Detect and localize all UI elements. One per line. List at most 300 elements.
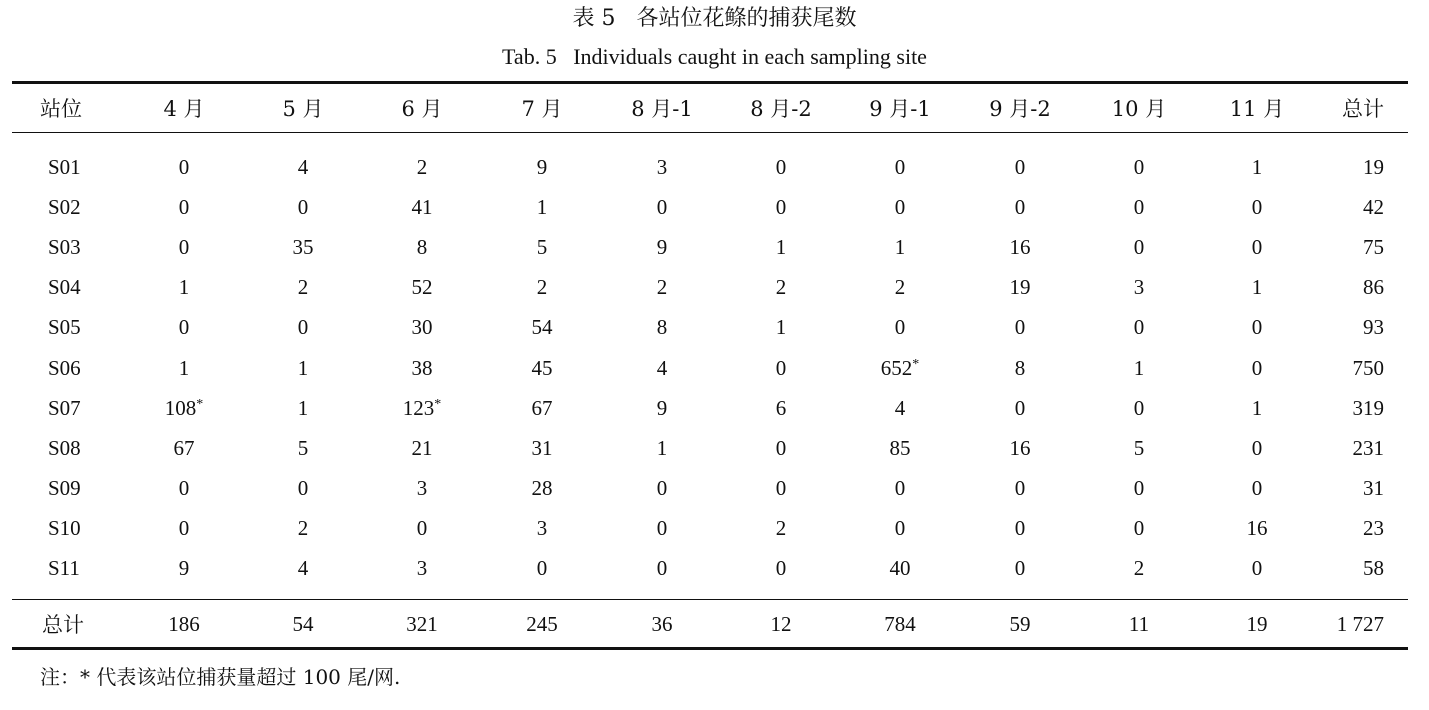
total-cell: 784	[884, 611, 916, 636]
cell-value: 0	[1014, 395, 1026, 420]
cell-value: 0	[1251, 355, 1263, 380]
cell-value: 2	[894, 275, 906, 300]
total-rule	[12, 599, 1408, 600]
total-cell: 186	[168, 611, 200, 636]
table-cell	[960, 469, 1080, 509]
cell-value: 3	[416, 476, 428, 501]
cell-value: 67	[531, 395, 553, 420]
table-cell	[1198, 147, 1316, 187]
cell-value: S04	[48, 275, 81, 300]
cell-value: 9	[656, 395, 668, 420]
table-cell	[840, 509, 960, 549]
table-cell	[722, 147, 840, 187]
cell-value: 31	[1363, 476, 1384, 501]
total-cell: 12	[770, 611, 792, 636]
table-cell	[124, 509, 244, 549]
cell-value: 2	[1133, 556, 1145, 581]
column-header: 站位	[40, 96, 82, 121]
cell-value: 319	[1352, 395, 1384, 420]
header-row	[12, 83, 1408, 132]
row-total-cell	[1316, 388, 1408, 428]
table-cell	[840, 308, 960, 348]
cell-value: 67	[173, 435, 195, 460]
cell-value: 0	[1133, 516, 1145, 541]
cell-value: 23	[1363, 516, 1384, 541]
cell-value: 0	[894, 476, 906, 501]
cell-value: 0	[1133, 315, 1145, 340]
site-cell	[12, 187, 124, 227]
cell-value: 1	[178, 355, 190, 380]
cell-value: S07	[48, 395, 81, 420]
cell-value: 58	[1363, 556, 1384, 581]
cell-value: 0	[656, 556, 668, 581]
row-total-cell	[1316, 227, 1408, 267]
table-row	[12, 509, 1408, 549]
table-cell	[244, 509, 362, 549]
cell-value: 0	[1014, 194, 1026, 219]
header-rule	[12, 132, 1408, 133]
table-cell	[960, 388, 1080, 428]
table-cell	[244, 549, 362, 589]
cell-value: 28	[531, 476, 553, 501]
cell-value: 3	[1133, 275, 1145, 300]
table-cell	[1080, 348, 1198, 388]
table-cell	[960, 509, 1080, 549]
cell-value: 8	[1014, 355, 1026, 380]
cell-value: 93	[1363, 315, 1384, 340]
table-cell	[1198, 428, 1316, 468]
table-cell	[722, 509, 840, 549]
star-mark: *	[434, 396, 442, 412]
site-cell	[12, 348, 124, 388]
cell-value: 54	[531, 315, 553, 340]
cell-value: 3	[416, 556, 428, 581]
cell-value: 2	[656, 275, 668, 300]
table-cell	[244, 348, 362, 388]
table-cell	[124, 469, 244, 509]
table-cell	[722, 227, 840, 267]
total-cell: 36	[651, 611, 673, 636]
grand-total-cell: 1 727	[1336, 611, 1384, 636]
table-cell	[840, 147, 960, 187]
table-row	[12, 268, 1408, 308]
cell-value: 0	[775, 194, 787, 219]
table-cell	[722, 469, 840, 509]
table-cell	[602, 549, 722, 589]
row-total-cell	[1316, 187, 1408, 227]
column-header: 4 月	[163, 96, 205, 121]
cell-value: 8	[416, 234, 428, 259]
cell-value: 0	[1251, 556, 1263, 581]
table-cell	[840, 469, 960, 509]
cell-value: 0	[894, 194, 906, 219]
cell-value: 3	[536, 516, 548, 541]
cell-value: 40	[889, 556, 911, 581]
table-cell	[482, 268, 602, 308]
table-cell	[124, 308, 244, 348]
cell-value: 0	[1014, 476, 1026, 501]
total-cell: 59	[1009, 611, 1031, 636]
table-title-cn: 表 5 各站位花鲦的捕获尾数	[572, 6, 857, 31]
cell-value: 0	[1251, 435, 1263, 460]
cell-value: S09	[48, 476, 81, 501]
table-row	[12, 187, 1408, 227]
table-cell	[602, 388, 722, 428]
cell-value: 3	[656, 154, 668, 179]
cell-value: 0	[1251, 315, 1263, 340]
cell-value: 4	[894, 395, 906, 420]
table-cell	[124, 428, 244, 468]
cell-value: 2	[297, 516, 309, 541]
column-header: 5 月	[282, 96, 324, 121]
cell-value: 0	[1251, 234, 1263, 259]
table-cell	[482, 549, 602, 589]
table-cell	[1080, 428, 1198, 468]
table-cell	[602, 308, 722, 348]
cell-value: 19	[1363, 154, 1384, 179]
cell-value: S06	[48, 355, 81, 380]
table-cell	[960, 227, 1080, 267]
cell-value: 1	[178, 275, 190, 300]
table-cell	[1080, 308, 1198, 348]
cell-value: 1	[297, 355, 309, 380]
cell-value: 19	[1009, 275, 1031, 300]
cell-value: 0	[775, 435, 787, 460]
cell-value: 1	[1133, 355, 1145, 380]
table-cell	[1080, 549, 1198, 589]
cell-value: 86	[1363, 275, 1384, 300]
table-cell	[362, 428, 482, 468]
cell-value: 0	[775, 154, 787, 179]
table-row	[12, 428, 1408, 468]
total-cell: 54	[292, 611, 314, 636]
cell-value: 0	[178, 315, 190, 340]
cell-value: 0	[178, 516, 190, 541]
cell-value: 0	[1014, 556, 1026, 581]
cell-value: 2	[416, 154, 428, 179]
cell-value: 1	[297, 395, 309, 420]
table-cell	[482, 388, 602, 428]
cell-value: 0	[1014, 315, 1026, 340]
cell-value: 1	[1251, 275, 1263, 300]
table-cell	[124, 227, 244, 267]
cell-value: 108	[164, 395, 197, 420]
table-cell	[244, 428, 362, 468]
cell-value: 0	[297, 194, 309, 219]
table-cell	[1080, 388, 1198, 428]
table-cell	[722, 388, 840, 428]
table-cell	[840, 348, 960, 388]
cell-value: 0	[1133, 234, 1145, 259]
cell-value: 4	[656, 355, 668, 380]
row-total-cell	[1316, 147, 1408, 187]
column-header: 8 月-2	[750, 96, 812, 121]
cell-value: 5	[536, 234, 548, 259]
cell-value: 0	[656, 194, 668, 219]
cell-value: 35	[292, 234, 314, 259]
table-total	[12, 601, 1408, 647]
table-cell	[602, 428, 722, 468]
table-cell	[482, 187, 602, 227]
cell-value: 42	[1363, 194, 1384, 219]
cell-value: 85	[889, 435, 911, 460]
table-cell	[840, 388, 960, 428]
cell-value: S11	[48, 556, 80, 581]
site-cell	[12, 428, 124, 468]
cell-value: 45	[531, 355, 553, 380]
table-cell	[1080, 469, 1198, 509]
cell-value: 0	[894, 154, 906, 179]
table-row	[12, 469, 1408, 509]
table-footnote: 注：* 代表该站位捕获量超过 100 尾/网.	[40, 665, 401, 689]
cell-value: 0	[1133, 476, 1145, 501]
cell-value: 0	[178, 154, 190, 179]
column-header: 9 月-2	[989, 96, 1051, 121]
table-cell	[722, 549, 840, 589]
cell-value: 1	[1251, 154, 1263, 179]
star-mark: *	[196, 396, 204, 412]
table-cell	[1198, 268, 1316, 308]
column-header: 11 月	[1229, 96, 1285, 121]
table-cell	[1198, 348, 1316, 388]
cell-value: 0	[297, 315, 309, 340]
cell-value: 16	[1009, 234, 1031, 259]
total-label: 总计	[42, 613, 84, 637]
table-cell	[960, 147, 1080, 187]
row-total-cell	[1316, 348, 1408, 388]
table-cell	[840, 549, 960, 589]
cell-value: 652	[880, 355, 913, 380]
table-cell	[244, 187, 362, 227]
cell-value: 0	[1133, 154, 1145, 179]
table-cell	[1198, 308, 1316, 348]
cell-value: 31	[531, 435, 553, 460]
cell-value: 16	[1009, 435, 1031, 460]
table-cell	[840, 187, 960, 227]
cell-value: 750	[1352, 355, 1384, 380]
site-cell	[12, 469, 124, 509]
cell-value: 75	[1363, 234, 1384, 259]
cell-value: 30	[411, 315, 433, 340]
table-cell	[840, 227, 960, 267]
table-cell	[722, 268, 840, 308]
cell-value: S08	[48, 435, 81, 460]
column-header: 7 月	[521, 96, 563, 121]
cell-value: 4	[297, 556, 309, 581]
total-cell: 11	[1128, 611, 1150, 636]
cell-value: 0	[416, 516, 428, 541]
total-row	[12, 601, 1408, 647]
cell-value: 2	[775, 516, 787, 541]
table-title-en: Tab. 5 Individuals caught in each sampling site	[502, 44, 927, 69]
table-cell	[960, 428, 1080, 468]
table-cell	[1198, 388, 1316, 428]
table-body	[12, 147, 1408, 589]
row-total-cell	[1316, 509, 1408, 549]
table-cell	[840, 428, 960, 468]
row-total-cell	[1316, 428, 1408, 468]
table-row	[12, 308, 1408, 348]
table-cell	[482, 428, 602, 468]
cell-value: 5	[1133, 435, 1145, 460]
cell-value: 16	[1246, 516, 1268, 541]
column-header: 9 月-1	[869, 96, 931, 121]
cell-value: 52	[411, 275, 433, 300]
cell-value: 6	[775, 395, 787, 420]
cell-value: 0	[894, 516, 906, 541]
total-cell: 245	[526, 611, 558, 636]
cell-value: S10	[48, 516, 81, 541]
cell-value: 0	[656, 476, 668, 501]
table-cell	[244, 469, 362, 509]
cell-value: 1	[775, 234, 787, 259]
table-cell	[722, 428, 840, 468]
table-cell	[124, 147, 244, 187]
table-cell	[362, 268, 482, 308]
cell-value: 0	[656, 516, 668, 541]
table-cell	[602, 348, 722, 388]
site-cell	[12, 388, 124, 428]
table-cell	[482, 308, 602, 348]
table-cell	[960, 308, 1080, 348]
table-cell	[602, 509, 722, 549]
cell-value: 0	[1251, 476, 1263, 501]
cell-value: 0	[178, 194, 190, 219]
cell-value: 0	[1251, 194, 1263, 219]
table-cell	[1198, 469, 1316, 509]
table-cell	[362, 187, 482, 227]
table-row	[12, 348, 1408, 388]
cell-value: 123	[402, 395, 435, 420]
cell-value: 9	[536, 154, 548, 179]
table-cell	[244, 388, 362, 428]
cell-value: 41	[411, 194, 433, 219]
table-cell	[722, 308, 840, 348]
column-header: 8 月-1	[631, 96, 693, 121]
cell-value: 2	[775, 275, 787, 300]
table-cell	[244, 227, 362, 267]
column-header: 6 月	[401, 96, 443, 121]
table-cell	[244, 147, 362, 187]
cell-value: S05	[48, 315, 81, 340]
cell-value: 231	[1352, 435, 1384, 460]
table-cell	[124, 388, 244, 428]
table-cell	[602, 469, 722, 509]
cell-value: 2	[536, 275, 548, 300]
cell-value: 0	[536, 556, 548, 581]
cell-value: S02	[48, 194, 81, 219]
cell-value: 9	[178, 556, 190, 581]
cell-value: 38	[411, 355, 433, 380]
table-cell	[960, 268, 1080, 308]
cell-value: 1	[536, 194, 548, 219]
row-total-cell	[1316, 268, 1408, 308]
table-cell	[244, 308, 362, 348]
table-cell	[362, 308, 482, 348]
cell-value: 21	[411, 435, 433, 460]
row-total-cell	[1316, 308, 1408, 348]
table-cell	[362, 469, 482, 509]
table-row	[12, 147, 1408, 187]
table-cell	[482, 348, 602, 388]
table-row	[12, 549, 1408, 589]
table-cell	[960, 187, 1080, 227]
column-header: 10 月	[1111, 96, 1167, 121]
cell-value: 8	[656, 315, 668, 340]
cell-value: 5	[297, 435, 309, 460]
table-cell	[1080, 187, 1198, 227]
cell-value: 0	[178, 476, 190, 501]
cell-value: 1	[656, 435, 668, 460]
table-cell	[482, 469, 602, 509]
table-header	[12, 83, 1408, 132]
table-cell	[1080, 509, 1198, 549]
row-total-cell	[1316, 469, 1408, 509]
site-cell	[12, 147, 124, 187]
bottom-rule	[12, 647, 1408, 650]
cell-value: 0	[1133, 194, 1145, 219]
table-cell	[482, 509, 602, 549]
cell-value: 0	[1014, 154, 1026, 179]
table-row	[12, 388, 1408, 428]
cell-value: S03	[48, 234, 81, 259]
table-cell	[722, 187, 840, 227]
table-cell	[722, 348, 840, 388]
table-cell	[362, 549, 482, 589]
cell-value: 0	[1014, 516, 1026, 541]
table-cell	[362, 348, 482, 388]
table-cell	[362, 147, 482, 187]
cell-value: 0	[1133, 395, 1145, 420]
cell-value: 0	[775, 355, 787, 380]
column-header: 总计	[1342, 96, 1384, 121]
table-cell	[1080, 227, 1198, 267]
cell-value: 4	[297, 154, 309, 179]
table-cell	[124, 549, 244, 589]
table-cell	[1198, 187, 1316, 227]
table-cell	[124, 348, 244, 388]
table-cell	[362, 509, 482, 549]
row-total-cell	[1316, 549, 1408, 589]
table-cell	[602, 268, 722, 308]
table-cell	[124, 268, 244, 308]
cell-value: S01	[48, 154, 81, 179]
cell-value: 1	[775, 315, 787, 340]
table-cell	[602, 147, 722, 187]
table-cell	[1080, 147, 1198, 187]
table-cell	[482, 147, 602, 187]
table-cell	[960, 549, 1080, 589]
site-cell	[12, 308, 124, 348]
site-cell	[12, 268, 124, 308]
cell-value: 0	[894, 315, 906, 340]
table-cell	[960, 348, 1080, 388]
cell-value: 0	[178, 234, 190, 259]
table-cell	[1080, 268, 1198, 308]
table-cell	[482, 227, 602, 267]
cell-value: 0	[775, 476, 787, 501]
site-cell	[12, 227, 124, 267]
cell-value: 2	[297, 275, 309, 300]
cell-value: 1	[894, 234, 906, 259]
cell-value: 0	[775, 556, 787, 581]
cell-value: 9	[656, 234, 668, 259]
total-cell: 19	[1246, 611, 1268, 636]
site-cell	[12, 549, 124, 589]
table-cell	[362, 227, 482, 267]
cell-value: 1	[1251, 395, 1263, 420]
table-cell	[244, 268, 362, 308]
